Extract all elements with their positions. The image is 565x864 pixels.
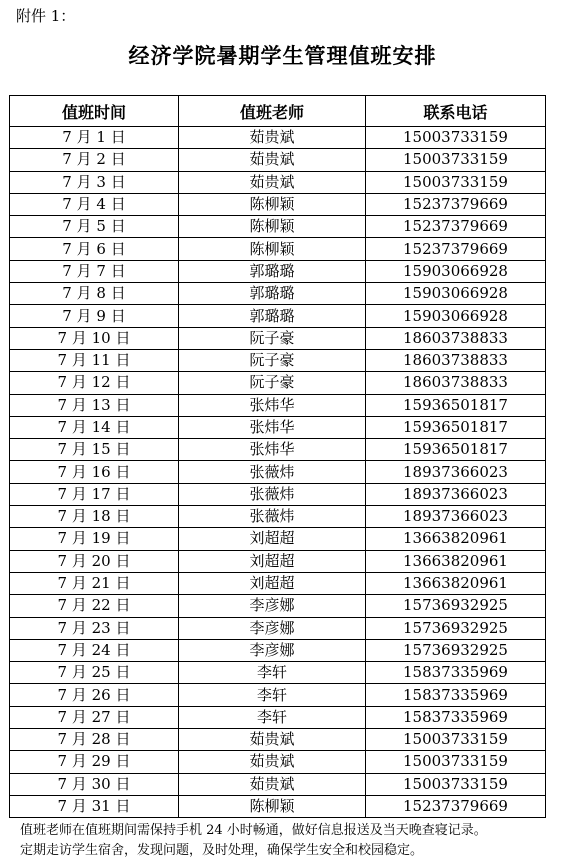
contact-phone-cell: 15903066928 bbox=[366, 305, 546, 327]
duty-date-cell: 7 月 1 日 bbox=[10, 127, 179, 149]
duty-date-cell: 7 月 22 日 bbox=[10, 595, 179, 617]
table-row bbox=[10, 327, 546, 349]
table-row bbox=[10, 283, 546, 305]
duty-date-cell: 7 月 15 日 bbox=[10, 439, 179, 461]
duty-date-cell: 7 月 11 日 bbox=[10, 349, 179, 371]
header-contact-phone: 联系电话 bbox=[366, 96, 546, 127]
contact-phone-cell: 15237379669 bbox=[366, 238, 546, 260]
duty-date-cell: 7 月 5 日 bbox=[10, 216, 179, 238]
table-row bbox=[10, 461, 546, 483]
duty-teacher-cell: 李彦娜 bbox=[179, 617, 366, 639]
duty-teacher-cell: 阮子豪 bbox=[179, 349, 366, 371]
duty-teacher-cell: 茹贵斌 bbox=[179, 773, 366, 795]
duty-teacher-cell: 茹贵斌 bbox=[179, 729, 366, 751]
duty-teacher-cell: 李轩 bbox=[179, 706, 366, 728]
table-row bbox=[10, 617, 546, 639]
contact-phone-cell: 15936501817 bbox=[366, 439, 546, 461]
table-row bbox=[10, 639, 546, 661]
duty-teacher-cell: 陈柳颖 bbox=[179, 238, 366, 260]
duty-date-cell: 7 月 20 日 bbox=[10, 550, 179, 572]
contact-phone-cell: 15237379669 bbox=[366, 216, 546, 238]
table-row bbox=[10, 305, 546, 327]
table-row bbox=[10, 394, 546, 416]
table-row bbox=[10, 483, 546, 505]
duty-date-cell: 7 月 6 日 bbox=[10, 238, 179, 260]
duty-date-cell: 7 月 21 日 bbox=[10, 572, 179, 594]
table-row bbox=[10, 729, 546, 751]
table-row bbox=[10, 349, 546, 371]
duty-date-cell: 7 月 19 日 bbox=[10, 528, 179, 550]
duty-date-cell: 7 月 10 日 bbox=[10, 327, 179, 349]
duty-date-cell: 7 月 28 日 bbox=[10, 729, 179, 751]
contact-phone-cell: 15837335969 bbox=[366, 684, 546, 706]
contact-phone-cell: 13663820961 bbox=[366, 550, 546, 572]
duty-teacher-cell: 阮子豪 bbox=[179, 327, 366, 349]
note-line: 定期走访学生宿舍，发现问题，及时处理，确保学生安全和校园稳定。 bbox=[20, 843, 424, 858]
contact-phone-cell: 18937366023 bbox=[366, 506, 546, 528]
duty-teacher-cell: 张炜华 bbox=[179, 394, 366, 416]
table-row bbox=[10, 127, 546, 149]
duty-date-cell: 7 月 23 日 bbox=[10, 617, 179, 639]
contact-phone-cell: 18937366023 bbox=[366, 461, 546, 483]
table-row bbox=[10, 439, 546, 461]
table-row bbox=[10, 795, 546, 817]
table-row bbox=[10, 149, 546, 171]
table-row bbox=[10, 528, 546, 550]
contact-phone-cell: 15936501817 bbox=[366, 416, 546, 438]
duty-teacher-cell: 张炜华 bbox=[179, 416, 366, 438]
duty-teacher-cell: 李轩 bbox=[179, 662, 366, 684]
contact-phone-cell: 18603738833 bbox=[366, 372, 546, 394]
contact-phone-cell: 15736932925 bbox=[366, 617, 546, 639]
table-row bbox=[10, 238, 546, 260]
duty-teacher-cell: 郭璐璐 bbox=[179, 305, 366, 327]
contact-phone-cell: 15003733159 bbox=[366, 751, 546, 773]
table-body bbox=[10, 127, 546, 818]
contact-phone-cell: 15903066928 bbox=[366, 260, 546, 282]
duty-date-cell: 7 月 9 日 bbox=[10, 305, 179, 327]
duty-date-cell: 7 月 3 日 bbox=[10, 171, 179, 193]
duty-date-cell: 7 月 14 日 bbox=[10, 416, 179, 438]
duty-notes bbox=[20, 821, 560, 861]
contact-phone-cell: 15736932925 bbox=[366, 595, 546, 617]
header-duty-date: 值班时间 bbox=[10, 96, 179, 127]
table-row bbox=[10, 193, 546, 215]
duty-teacher-cell: 陈柳颖 bbox=[179, 193, 366, 215]
duty-date-cell: 7 月 31 日 bbox=[10, 795, 179, 817]
duty-teacher-cell: 陈柳颖 bbox=[179, 216, 366, 238]
contact-phone-cell: 15237379669 bbox=[366, 795, 546, 817]
duty-date-cell: 7 月 29 日 bbox=[10, 751, 179, 773]
table-row bbox=[10, 216, 546, 238]
duty-teacher-cell: 张薇炜 bbox=[179, 461, 366, 483]
duty-teacher-cell: 茹贵斌 bbox=[179, 127, 366, 149]
duty-date-cell: 7 月 24 日 bbox=[10, 639, 179, 661]
table-row bbox=[10, 706, 546, 728]
duty-date-cell: 7 月 13 日 bbox=[10, 394, 179, 416]
duty-teacher-cell: 李彦娜 bbox=[179, 595, 366, 617]
contact-phone-cell: 13663820961 bbox=[366, 572, 546, 594]
table-row bbox=[10, 260, 546, 282]
duty-teacher-cell: 茹贵斌 bbox=[179, 149, 366, 171]
contact-phone-cell: 15936501817 bbox=[366, 394, 546, 416]
attachment-label: 附件 1： bbox=[16, 7, 76, 25]
duty-teacher-cell: 刘超超 bbox=[179, 550, 366, 572]
contact-phone-cell: 15003733159 bbox=[366, 729, 546, 751]
contact-phone-cell: 15003733159 bbox=[366, 127, 546, 149]
duty-date-cell: 7 月 26 日 bbox=[10, 684, 179, 706]
duty-teacher-cell: 茹贵斌 bbox=[179, 171, 366, 193]
duty-teacher-cell: 李轩 bbox=[179, 684, 366, 706]
duty-date-cell: 7 月 7 日 bbox=[10, 260, 179, 282]
duty-teacher-cell: 张薇炜 bbox=[179, 483, 366, 505]
table-row bbox=[10, 506, 546, 528]
duty-date-cell: 7 月 16 日 bbox=[10, 461, 179, 483]
duty-teacher-cell: 张炜华 bbox=[179, 439, 366, 461]
contact-phone-cell: 18937366023 bbox=[366, 483, 546, 505]
table-row bbox=[10, 684, 546, 706]
table-row bbox=[10, 595, 546, 617]
contact-phone-cell: 13663820961 bbox=[366, 528, 546, 550]
contact-phone-cell: 15837335969 bbox=[366, 706, 546, 728]
duty-teacher-cell: 张薇炜 bbox=[179, 506, 366, 528]
table-row bbox=[10, 372, 546, 394]
duty-date-cell: 7 月 27 日 bbox=[10, 706, 179, 728]
table-row bbox=[10, 751, 546, 773]
duty-roster-table bbox=[9, 95, 546, 818]
duty-date-cell: 7 月 17 日 bbox=[10, 483, 179, 505]
document-title: 经济学院暑期学生管理值班安排 bbox=[128, 43, 437, 68]
duty-teacher-cell: 陈柳颖 bbox=[179, 795, 366, 817]
duty-date-cell: 7 月 30 日 bbox=[10, 773, 179, 795]
duty-teacher-cell: 刘超超 bbox=[179, 572, 366, 594]
note-line: 值班老师在值班期间需保持手机 24 小时畅通，做好信息报送及当天晚查寝记录。 bbox=[20, 823, 487, 838]
table-row bbox=[10, 572, 546, 594]
duty-date-cell: 7 月 4 日 bbox=[10, 193, 179, 215]
duty-teacher-cell: 郭璐璐 bbox=[179, 260, 366, 282]
contact-phone-cell: 15003733159 bbox=[366, 149, 546, 171]
contact-phone-cell: 15903066928 bbox=[366, 283, 546, 305]
duty-teacher-cell: 郭璐璐 bbox=[179, 283, 366, 305]
table-row bbox=[10, 773, 546, 795]
duty-teacher-cell: 茹贵斌 bbox=[179, 751, 366, 773]
table-header-row bbox=[10, 96, 546, 127]
duty-teacher-cell: 阮子豪 bbox=[179, 372, 366, 394]
contact-phone-cell: 15237379669 bbox=[366, 193, 546, 215]
contact-phone-cell: 15736932925 bbox=[366, 639, 546, 661]
duty-teacher-cell: 李彦娜 bbox=[179, 639, 366, 661]
duty-date-cell: 7 月 25 日 bbox=[10, 662, 179, 684]
contact-phone-cell: 15003733159 bbox=[366, 171, 546, 193]
header-duty-teacher: 值班老师 bbox=[179, 96, 366, 127]
duty-date-cell: 7 月 8 日 bbox=[10, 283, 179, 305]
duty-date-cell: 7 月 18 日 bbox=[10, 506, 179, 528]
table-row bbox=[10, 662, 546, 684]
contact-phone-cell: 18603738833 bbox=[366, 349, 546, 371]
contact-phone-cell: 18603738833 bbox=[366, 327, 546, 349]
table-row bbox=[10, 416, 546, 438]
duty-date-cell: 7 月 12 日 bbox=[10, 372, 179, 394]
duty-date-cell: 7 月 2 日 bbox=[10, 149, 179, 171]
contact-phone-cell: 15003733159 bbox=[366, 773, 546, 795]
contact-phone-cell: 15837335969 bbox=[366, 662, 546, 684]
duty-teacher-cell: 刘超超 bbox=[179, 528, 366, 550]
table-row bbox=[10, 550, 546, 572]
table-row bbox=[10, 171, 546, 193]
